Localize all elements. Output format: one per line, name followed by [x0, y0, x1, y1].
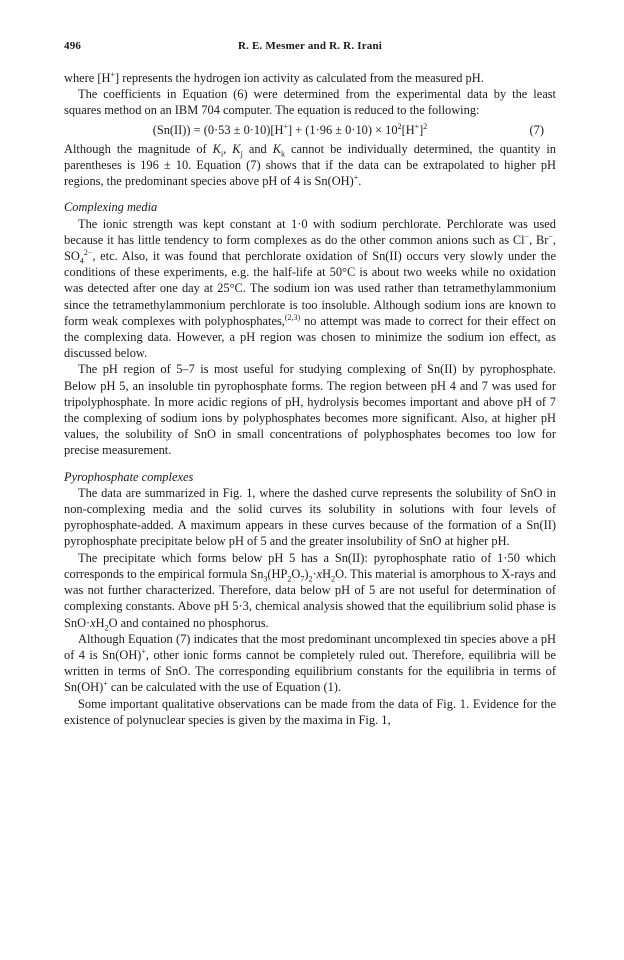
running-title-authors: R. E. Mesmer and R. R. Irani [237, 40, 383, 52]
paragraph: where [H+] represents the hydrogen ion activity as calculated from the measured pH. [64, 69, 484, 85]
page-number: 496 [64, 40, 82, 52]
running-head [64, 40, 556, 60]
paragraph: The precipitate which forms below pH 5 has a Sn(II): pyrophosphate ratio of 1·50 which corresponds to the empirical formula $Sn_3(HP_2O_7)_2\cdot xH_2O$. This material is amorphous to X-rays and was not further characterized. Therefore, data below pH of 5 are not useful for determination of complexing constants. Above pH 5·3, chemical analysis showed that the equilibrium solid phase is $SnO\cdot xH_2O$ and contained no phosphorus. [64, 550, 556, 632]
journal-page [64, 40, 556, 728]
section-heading-complexing-media: Complexing media [64, 200, 158, 215]
paragraph: The coefficients in Equation (6) were determined from the experimental data by the least squares method on an IBM 704 computer. The equation is reduced to the following: [64, 87, 556, 118]
paragraph: The pH region of 5–7 is most useful for studying complexing of Sn(II) by pyrophosphate. Below pH 5, an insoluble tin pyrophosphate forms. The region between pH 4 and 7 was used for tripolyphosphate. In more acidic regions of pH, hydrolysis becomes important and above pH of 7 the complexing of sodium ions by polyphosphates becomes more significant. Also, at higher pH values, the solubility of SnO in small concentrations of polyphosphates becomes too low for precise measurement. [64, 362, 556, 458]
equation-number: (7) [529, 122, 544, 137]
article-body [64, 70, 556, 728]
paragraph: Although Equation (7) indicates that the most predominant uncomplexed tin species above a pH of 4 is Sn(OH)+, other ionic forms cannot be completely ruled out. Therefore, equilibria will be written in terms of SnO. The corresponding equilibrium constants for the equilibria in terms of Sn(OH)+ can be calculated with the use of Equation (1). [64, 631, 556, 695]
paragraph: Although the magnitude of $K_i$, $K_j$ and $K_k$ cannot be individually determined, the quantity in parentheses is 196 ± 10. Equation (7) shows that if the data can be extrapolated to higher pH regions, the predominant species above pH of 4 is Sn(OH)+. [64, 141, 556, 189]
equation-7: $(Sn(II)) = (0\cdot 53 \pm 0\cdot 10)[H^+] + (1\cdot 96 \pm 0\cdot 10) \times 10^2[H^+]^2$ (7) [152, 121, 544, 137]
paragraph: Some important qualitative observations can be made from the data of Fig. 1. Evidence for the existence of polynuclear species is given by the maxima in Fig. 1, [64, 696, 556, 727]
paragraph: The ionic strength was kept constant at 1·0 with sodium perchlorate. Perchlorate was used because it has little tendency to form complexes as do the other common anions such as Cl−, Br−, $SO_4^{2-}$, etc. Also, it was found that perchlorate oxidation of Sn(II) occurs very slowly under the conditions of these experiments, e.g. the half-life at 50°C is about two weeks while no oxidation was detected after one day at 25°C. The sodium ion was used rather than tetramethylammonium since the tetramethylammonium perchlorate is too insoluble. Although sodium ions are known to form weak complexes with polyphosphates,$^{(2,3)}$ no attempt was made to correct for their effect on the complexing data. However, a pH region was chosen to minimize the sodium ion effect, as discussed below. [64, 216, 556, 361]
paragraph: The data are summarized in Fig. 1, where the dashed curve represents the solubility of SnO in non-complexing media and the solid curves its solubility in solutions with four levels of pyrophosphate-added. A maximum appears in these curves because of the formation of a Sn(II) pyrophosphate precipitate below pH of 5 and the greater insolubility of SnO at higher pH. [64, 485, 556, 549]
section-heading-pyrophosphate-complexes: Pyrophosphate complexes [64, 469, 194, 484]
